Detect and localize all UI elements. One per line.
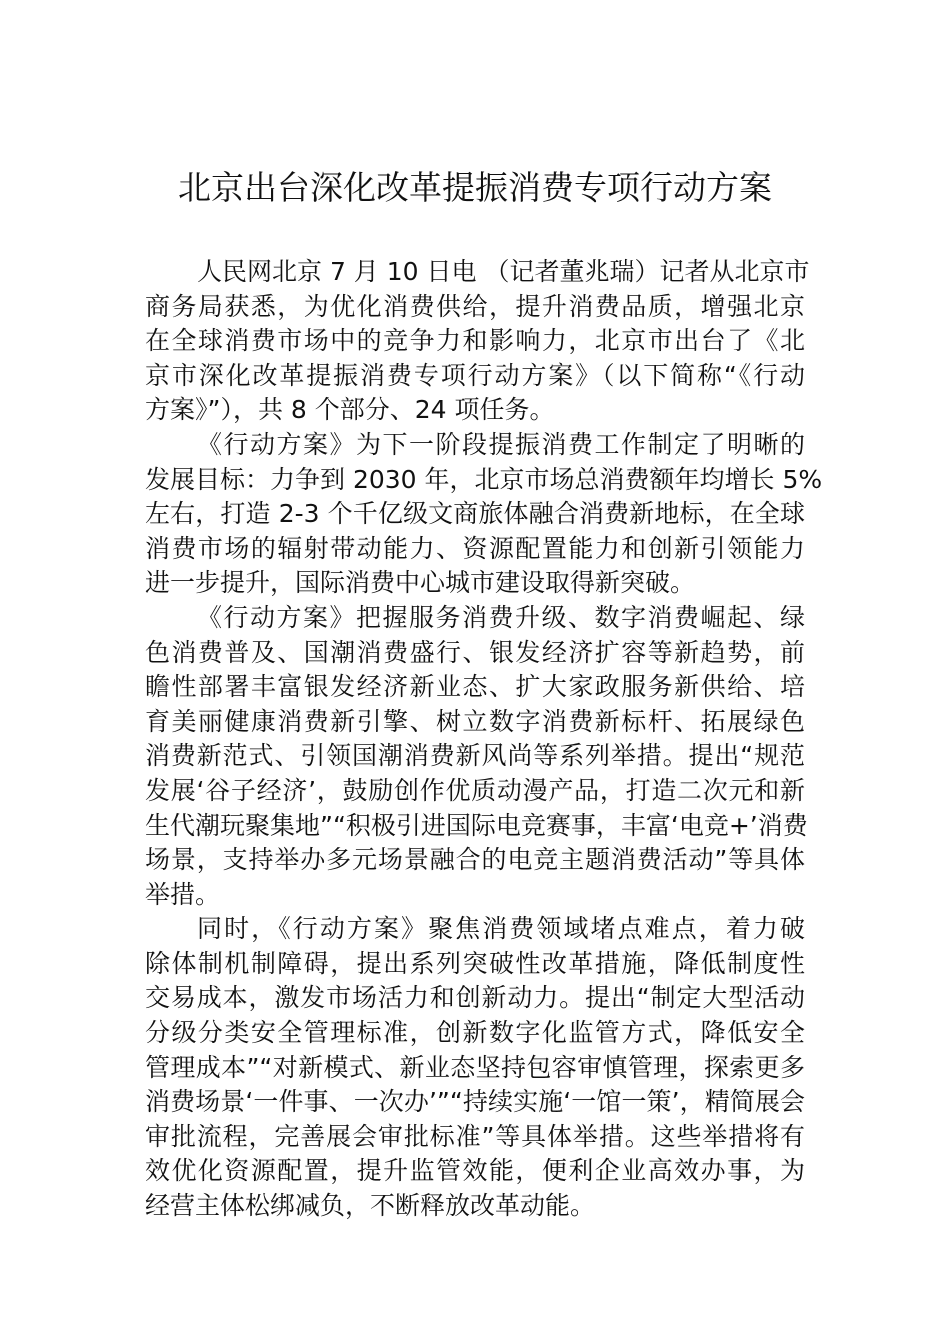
text-line: 场景，支持举办多元场景融合的电竞主题消费活动”等具体 [145, 845, 805, 875]
text-line: 发展‘谷子经济’，鼓励创作优质动漫产品，打造二次元和新 [145, 775, 805, 805]
text-line: 《行动方案》为下一阶段提振消费工作制定了明晰的 [197, 429, 805, 459]
text-line: 消费场景‘一件事、一次办’”“持续实施‘一馆一策’，精简展会 [145, 1087, 805, 1117]
text-line: 消费市场的辐射带动能力、资源配置能力和创新引领能力 [145, 533, 805, 563]
document-title: 北京出台深化改革提振消费专项行动方案 [178, 168, 772, 207]
text-line: 除体制机制障碍，提出系列突破性改革措施，降低制度性 [145, 948, 805, 978]
text-line: 人民网北京 7 月 10 日电 （记者董兆瑞）记者从北京市 [197, 257, 810, 286]
text-line: 色消费普及、国潮消费盛行、银发经济扩容等新趋势，前 [145, 637, 805, 667]
text-line: 商务局获悉，为优化消费供给，提升消费品质，增强北京 [145, 291, 805, 321]
text-line: 京市深化改革提振消费专项行动方案》（以下简称“《行动 [145, 360, 805, 390]
text-line: 方案》”），共 8 个部分、24 项任务。 [145, 395, 555, 425]
paragraph [145, 601, 808, 912]
paragraph [145, 255, 810, 428]
text-line: 交易成本，激发市场活力和创新动力。提出“制定大型活动 [145, 983, 805, 1013]
text-line: 同时，《行动方案》聚焦消费领域堵点难点，着力破 [197, 914, 805, 944]
text-line: 发展目标：力争到 2030 年，北京市场总消费额年均增长 5% [145, 464, 823, 494]
document-body [145, 255, 823, 1224]
text-line: 效优化资源配置，提升监管效能，便利企业高效办事，为 [145, 1156, 805, 1186]
text-line: 在全球消费市场中的竞争力和影响力，北京市出台了《北 [145, 326, 805, 356]
text-line: 进一步提升，国际消费中心城市建设取得新突破。 [145, 568, 696, 598]
text-line: 生代潮玩聚集地”“积极引进国际电竞赛事，丰富‘电竞+’消费 [145, 810, 808, 840]
text-line: 审批流程，完善展会审批标准”等具体举措。这些举措将有 [145, 1121, 805, 1151]
text-line: 育美丽健康消费新引擎、树立数字消费新标杆、拓展绿色 [145, 706, 805, 736]
text-line: 左右，打造 2-3 个千亿级文商旅体融合消费新地标，在全球 [145, 499, 805, 529]
text-line: 经营主体松绑减负，不断释放改革动能。 [145, 1191, 596, 1221]
text-line: 举措。 [145, 879, 221, 909]
paragraph [145, 912, 805, 1223]
text-line: 《行动方案》把握服务消费升级、数字消费崛起、绿 [197, 602, 805, 632]
paragraph [145, 428, 823, 601]
text-line: 管理成本”“对新模式、新业态坚持包容审慎管理，探索更多 [145, 1052, 805, 1082]
text-line: 瞻性部署丰富银发经济新业态、扩大家政服务新供给、培 [145, 672, 805, 702]
text-line: 分级分类安全管理标准，创新数字化监管方式，降低安全 [145, 1018, 805, 1048]
text-line: 消费新范式、引领国潮消费新风尚等系列举措。提出“规范 [145, 741, 805, 771]
